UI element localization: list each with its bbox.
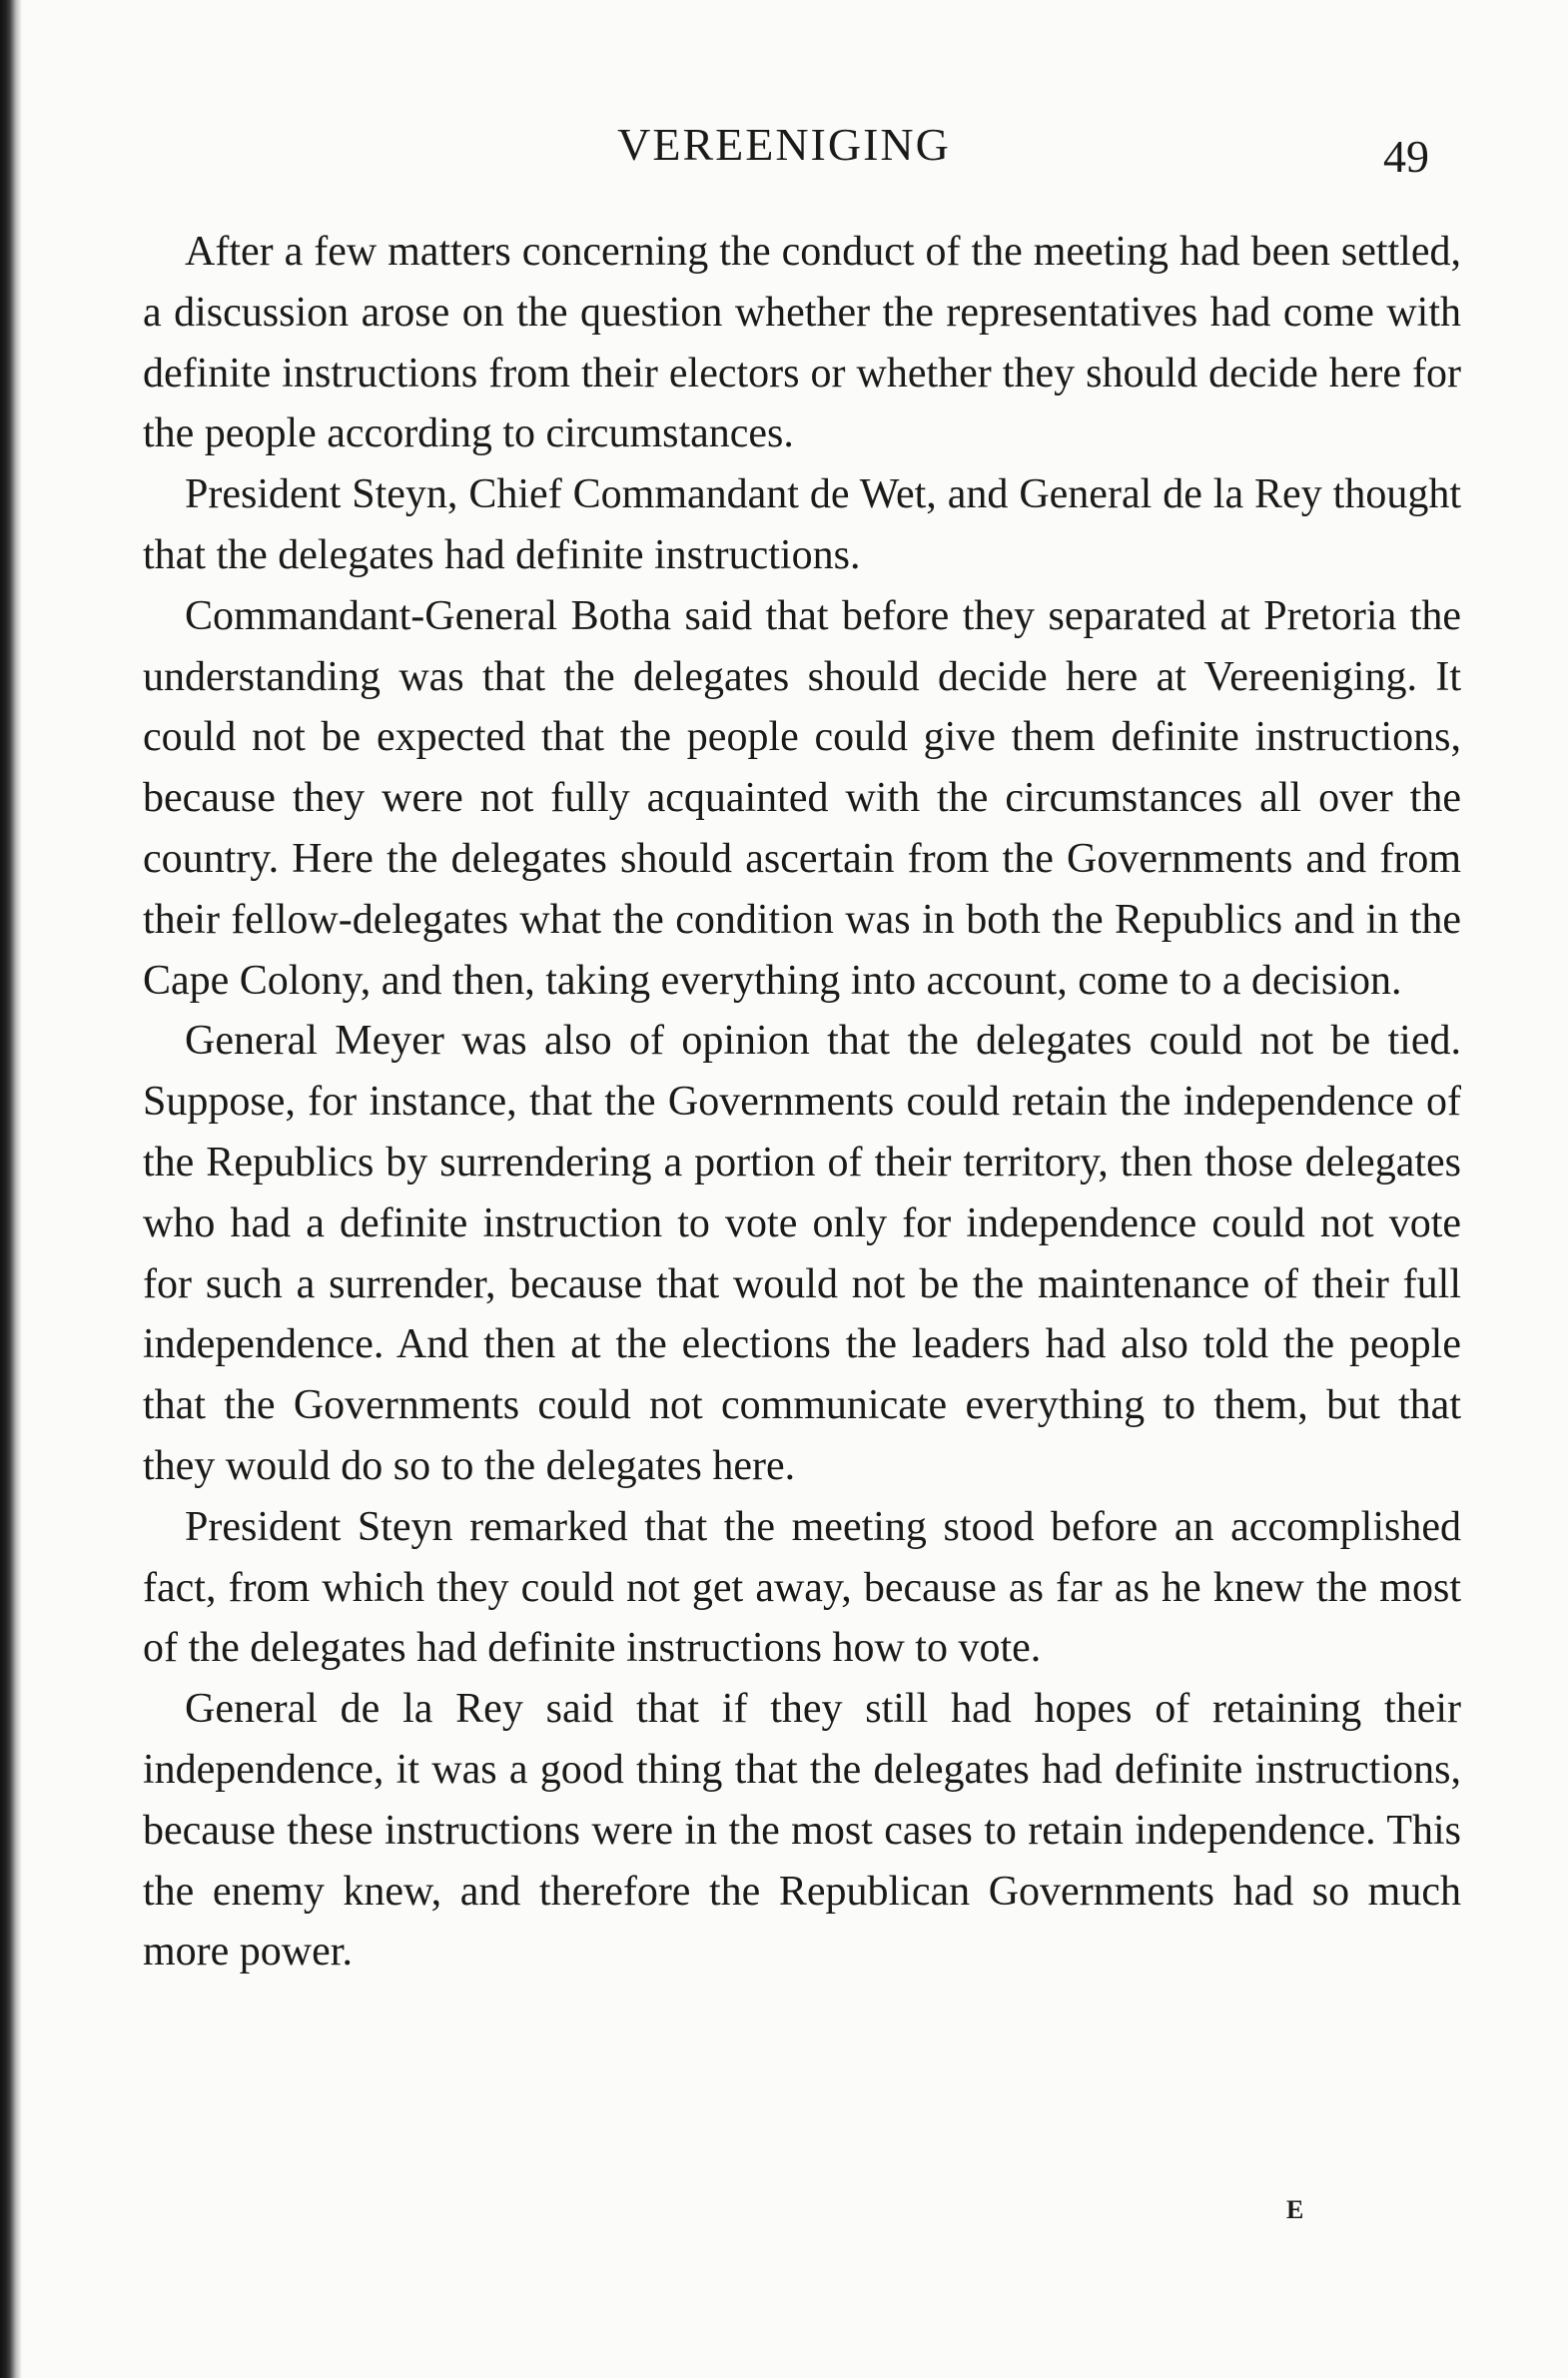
binding-gutter-shadow: [0, 0, 22, 2378]
paragraph: General de la Rey said that if they still had hopes of retaining their independence, it was a good thing that the delegates had definite instructions, because these instructions were in the most cases to retain independence. This the enemy knew, and therefore the Republican Governments had so much more power.: [143, 1686, 1461, 1976]
body-text: [143, 222, 1461, 1982]
paragraph: General Meyer was also of opinion that the delegates could not be tied. Suppose, for instance, that the Governments could retain the independence of the Republics by surrendering a portion of their territory, then those delegates who had a definite instruction to vote only for independence could not vote for such a surrender, because that would not be the maintenance of their full independence. And then at the elections the leaders had also told the people that the Governments could not communicate everything to them, but that they would do so to the delegates here.: [143, 1018, 1461, 1489]
paragraph: After a few matters concerning the conduct of the meeting had been settled, a discussion arose on the question whether the representatives had come with definite instructions from their electors or whether they should decide here for the people according to circumstances.: [143, 229, 1461, 457]
paragraph: President Steyn remarked that the meeting stood before an accomplished fact, from which they could not get away, because as far as he knew the most of the delegates had definite instructions how to vote.: [143, 1503, 1461, 1672]
paragraph: Commandant-General Botha said that before they separated at Pretoria the understanding was that the delegates should decide here at Vereeniging. It could not be expected that the people could give them definite instructions, because they were not fully acquainted with the circumstances all over the country. Here the delegates should ascertain from the Governments and from their fellow-delegates what the condition was in both the Republics and in the Cape Colony, and then, taking everything into account, come to a decision.: [143, 592, 1461, 1004]
paragraph: President Steyn, Chief Commandant de Wet, and General de la Rey thought that the delegates had definite instructions.: [143, 471, 1461, 578]
signature-mark: E: [1286, 2195, 1304, 2224]
page-number: 49: [1383, 131, 1429, 182]
running-head: VEREENIGING: [617, 119, 951, 170]
